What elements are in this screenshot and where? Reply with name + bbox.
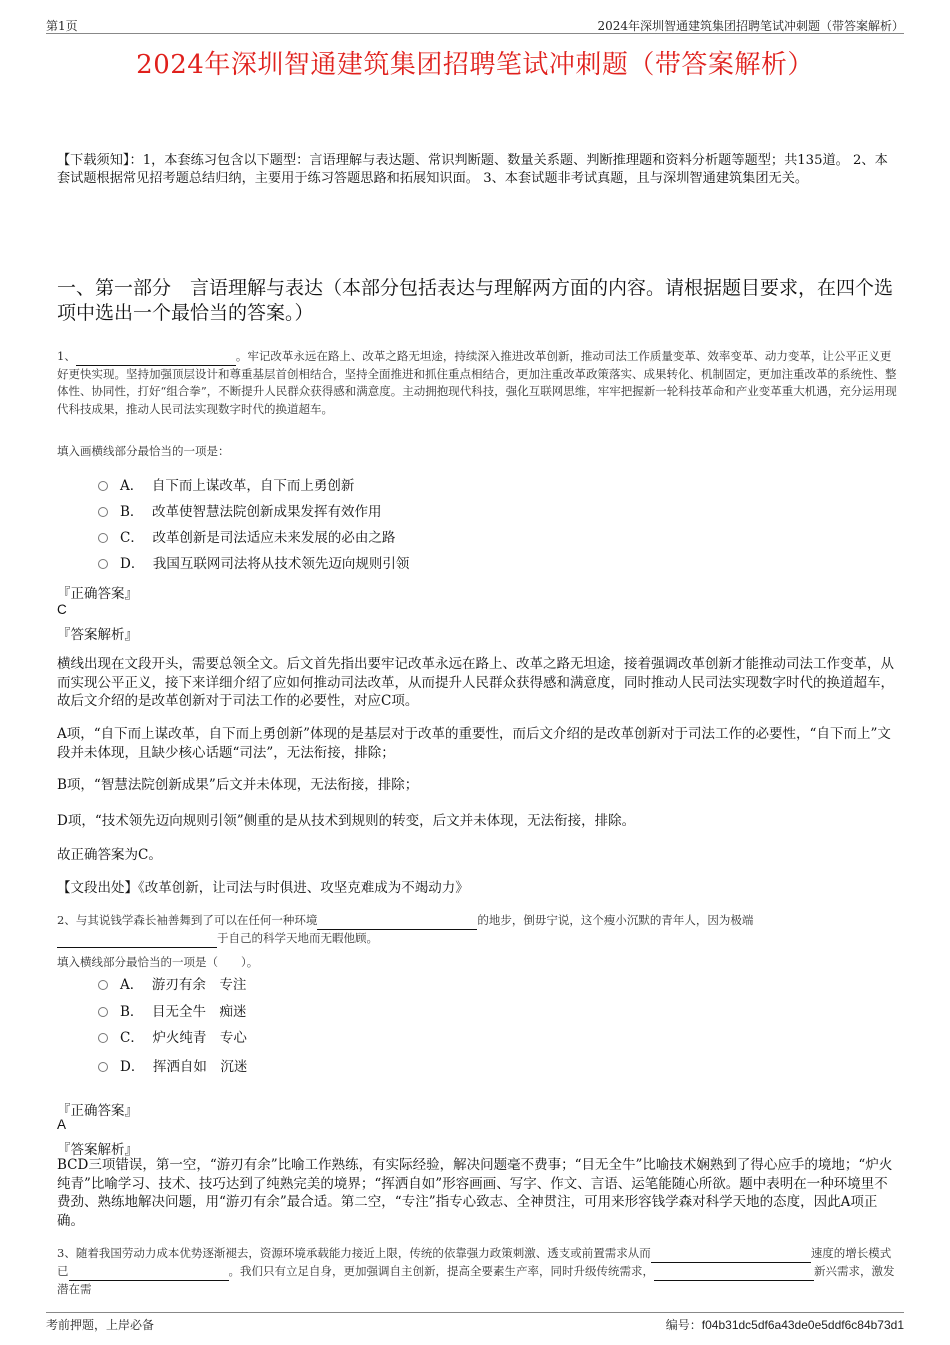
page-number: 第1页 — [46, 19, 78, 33]
question-text: 。牢记改革永远在路上、改革之路无坦途，持续深入推进改革创新，推动司法工作质量变革、效率变革、动力变革，让公平正义更好更快实现。坚持加强顶层设计和尊重基层首创相结合，坚持全面推进和抓住重点相结合，更加注重改革政策落实、成果转化、机制固定，更加注重改革的系统性、整体性、协同性，打好“组合拳”，不断提升人民群众获得感和满意度。主动拥抱现代科技，强化互联网思维，牢牢把握新一轮科技革命和产业变革重大机遇，充分运用现代科技成果，推动人民司法实现数字时代的换道超车。 — [57, 349, 897, 416]
analysis-label: 『答案解析』 — [57, 627, 138, 643]
question-1-stem — [57, 348, 900, 418]
question-text: 2、与其说钱学森长袖善舞到了可以在任何一种环境 — [57, 913, 318, 927]
question-text: 3、随着我国劳动力成本优势逐渐褪去，资源环境承载能力接近上限，传统的依靠强力政策刺激、透支或前置需求从而 — [57, 1246, 651, 1260]
fill-blank — [76, 348, 236, 366]
analysis-paragraph: A项，“自下而上谋改革，自下而上勇创新”体现的是基层对于改革的重要性，而后文介绍的是改革创新对于司法工作的必要性，“自下而上”文段并未体现，且缺少核心话题“司法”，无法衔接，排除； — [57, 726, 891, 761]
option-text: 挥洒自如 沉迷 — [152, 1059, 248, 1075]
option-b[interactable] — [98, 1002, 247, 1022]
radio-icon[interactable] — [98, 533, 108, 543]
source-citation: 【文段出处】《改革创新，让司法与时俱进、攻坚克难成为不竭动力》 — [57, 880, 469, 896]
question-2-stem — [57, 912, 900, 948]
question-text: 的地步，倒毋宁说，这个瘦小沉默的青年人，因为极端 — [477, 913, 754, 927]
fill-blank — [654, 1263, 814, 1281]
radio-icon[interactable] — [98, 1033, 108, 1043]
answer-label: 『正确答案』 — [57, 1103, 138, 1119]
option-text: 改革使智慧法院创新成果发挥有效作用 — [152, 504, 382, 520]
analysis-paragraph: BCD三项错误，第一空，“游刃有余”比喻工作熟练，有实际经验，解决问题毫不费事；“目无全牛”比喻技术娴熟到了得心应手的境地；“炉火纯青”比喻学习、技术、技巧达到了纯熟完美的境界；“挥洒自如”形容画画、写字、作文、言语、运笔能随心所欲。题中表明在一种环境里不费劲、熟练地解决问题，用“游刃有余”最合适。第二空，“专注”指专心致志、全神贯注，可用来形容钱学森对科学天地的态度，因此A项正确。 — [57, 1157, 893, 1229]
option-c[interactable] — [98, 528, 395, 548]
radio-icon[interactable] — [98, 559, 108, 569]
option-letter: A． — [120, 478, 144, 494]
download-notice: 【下载须知】：1，本套练习包含以下题型：言语理解与表达题、常识判断题、数量关系题、判断推理题和资料分析题等题型；共135道。 2、本套试题根据常见招考题总结归纳，主要用于练习答题思路和拓展知识面。 3、本套试题非考试真题，且与深圳智通建筑集团无关。 — [57, 153, 888, 186]
option-letter: A． — [120, 977, 144, 993]
code-value: f04b31dc5df6a43de0e5ddf6c84b73d1 — [701, 1318, 904, 1332]
analysis-paragraph: D项，“技术领先迈向规则引领”侧重的是从技术到规则的转变，后文并未体现，无法衔接，排除。 — [57, 813, 636, 829]
answer-value: A — [57, 1117, 67, 1132]
footer-divider — [46, 1312, 904, 1313]
analysis-paragraph: 横线出现在文段开头，需要总领全文。后文首先指出要牢记改革永远在路上、改革之路无坦途，接着强调改革创新才能推动司法工作变革，从而实现公平正义，接下来详细介绍了应如何推动司法改革，从而提升人民群众获得感和满意度，同时推动人民司法实现数字时代的换道超车，故后文介绍的是改革创新对于司法工作的必要性，对应C项。 — [57, 656, 894, 709]
running-header-title: 2024年深圳智通建筑集团招聘笔试冲刺题（带答案解析） — [597, 19, 904, 33]
code-label: 编号： — [665, 1318, 702, 1332]
analysis-label: 『答案解析』 — [57, 1142, 138, 1158]
option-letter: B． — [120, 504, 144, 520]
radio-icon[interactable] — [98, 481, 108, 491]
option-d[interactable] — [98, 1057, 247, 1077]
option-letter: C． — [120, 530, 144, 546]
footer-slogan: 考前押题，上岸必备 — [46, 1318, 155, 1332]
option-b[interactable] — [98, 502, 382, 522]
option-d[interactable] — [98, 554, 409, 574]
option-letter: D． — [120, 1059, 145, 1075]
option-c[interactable] — [98, 1028, 247, 1048]
analysis-paragraph: 故正确答案为C。 — [57, 847, 162, 863]
question-text: 新兴需求，激发潜在需 — [57, 1264, 895, 1297]
question-1-prompt: 填入画横线部分最恰当的一项是： — [57, 444, 230, 458]
option-a[interactable] — [98, 975, 246, 995]
document-code — [666, 1316, 904, 1333]
option-text: 我国互联网司法将从技术领先迈向规则引领 — [152, 556, 410, 572]
question-number: 1、 — [57, 349, 76, 363]
header-divider — [46, 33, 904, 34]
fill-blank — [57, 930, 217, 948]
option-text: 改革创新是司法适应未来发展的必由之路 — [152, 530, 396, 546]
option-text: 炉火纯青 专心 — [152, 1030, 247, 1046]
option-text: 目无全牛 痴迷 — [152, 1004, 247, 1020]
option-text: 自下而上谋改革，自下而上勇创新 — [151, 478, 355, 494]
radio-icon[interactable] — [98, 507, 108, 517]
option-letter: C． — [120, 1030, 144, 1046]
fill-blank — [651, 1245, 811, 1263]
radio-icon[interactable] — [98, 980, 108, 990]
option-letter: B． — [120, 1004, 144, 1020]
fill-blank — [317, 912, 477, 930]
option-text: 游刃有余 专注 — [151, 977, 247, 993]
question-text: 速度的增长模式已 — [57, 1246, 892, 1279]
answer-value: C — [57, 602, 67, 617]
option-letter: D． — [120, 556, 145, 572]
question-text: 。我们只有立足自身，更加强调自主创新，提高全要素生产率，同时升级传统需求， — [228, 1264, 654, 1279]
answer-label: 『正确答案』 — [57, 586, 138, 602]
analysis-paragraph: B项，“智慧法院创新成果”后文并未体现，无法衔接，排除； — [57, 777, 419, 793]
question-text: 于自己的科学天地而无暇他顾。 — [217, 931, 378, 946]
section-heading: 一、第一部分 言语理解与表达（本部分包括表达与理解两方面的内容。请根据题目要求，在四个选项中选出一个最恰当的答案。） — [57, 277, 894, 324]
fill-blank — [69, 1263, 229, 1281]
radio-icon[interactable] — [98, 1062, 108, 1072]
document-title: 2024年深圳智通建筑集团招聘笔试冲刺题（带答案解析） — [136, 50, 814, 80]
radio-icon[interactable] — [98, 1007, 108, 1017]
question-2-prompt: 填入横线部分最恰当的一项是（ ）。 — [57, 955, 259, 969]
option-a[interactable] — [98, 476, 354, 496]
question-3-stem — [57, 1245, 900, 1299]
